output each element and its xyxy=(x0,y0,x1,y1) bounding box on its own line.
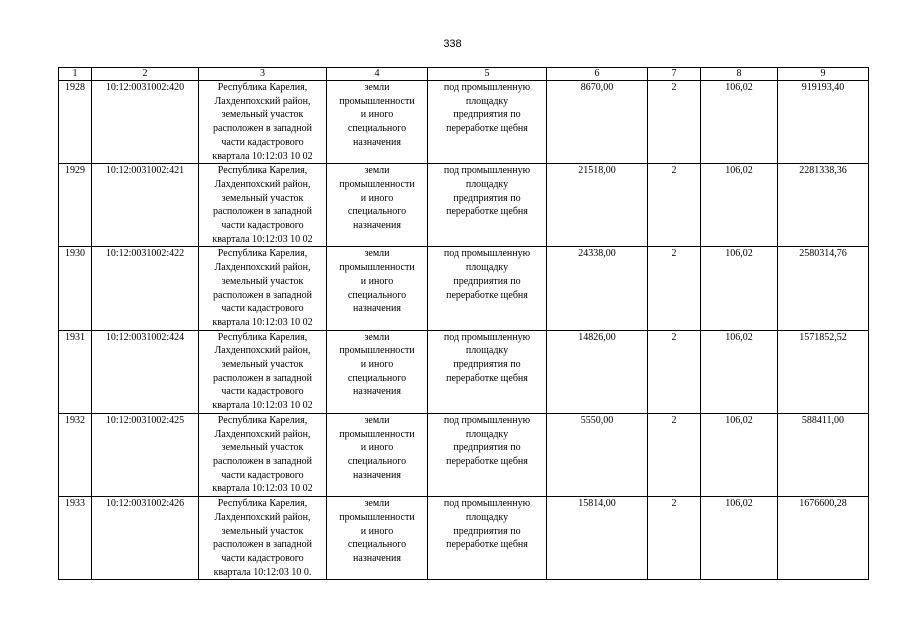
group: 2 xyxy=(648,81,701,164)
cadastral-value: 2580314,76 xyxy=(778,247,869,330)
header-cell: 1 xyxy=(59,68,92,81)
row-number: 1931 xyxy=(59,330,92,413)
row-number: 1933 xyxy=(59,497,92,580)
cadastral-value: 2281338,36 xyxy=(778,164,869,247)
rate: 106,02 xyxy=(701,330,778,413)
table-row xyxy=(59,247,869,330)
table-row xyxy=(59,497,869,580)
cadastral-number: 10:12:0031002:425 xyxy=(92,413,199,496)
land-category: земли промышленности и иного специального назначения xyxy=(327,413,428,496)
permitted-use: под промышленную площадку предприятия по переработке щебня xyxy=(428,413,547,496)
header-cell: 8 xyxy=(701,68,778,81)
cadastral-value: 588411,00 xyxy=(778,413,869,496)
row-number: 1930 xyxy=(59,247,92,330)
group: 2 xyxy=(648,497,701,580)
address: Республика Карелия, Лахденпохский район, земельный участок расположен в западной части кадастрового квартала 10:12:03 10 0. xyxy=(199,497,327,580)
row-number: 1929 xyxy=(59,164,92,247)
header-cell: 6 xyxy=(547,68,648,81)
permitted-use: под промышленную площадку предприятия по переработке щебня xyxy=(428,164,547,247)
header-cell: 4 xyxy=(327,68,428,81)
table-row xyxy=(59,81,869,164)
page-number: 338 xyxy=(443,38,462,50)
header-cell: 2 xyxy=(92,68,199,81)
land-category: земли промышленности и иного специального назначения xyxy=(327,497,428,580)
address: Республика Карелия, Лахденпохский район, земельный участок расположен в западной части кадастрового квартала 10:12:03 10 02 xyxy=(199,81,327,164)
address: Республика Карелия, Лахденпохский район, земельный участок расположен в западной части кадастрового квартала 10:12:03 10 02 xyxy=(199,247,327,330)
land-registry-table xyxy=(58,67,869,580)
header-cell: 7 xyxy=(648,68,701,81)
row-number: 1928 xyxy=(59,81,92,164)
address: Республика Карелия, Лахденпохский район, земельный участок расположен в западной части кадастрового квартала 10:12:03 10 02 xyxy=(199,164,327,247)
row-number: 1932 xyxy=(59,413,92,496)
group: 2 xyxy=(648,247,701,330)
table-row xyxy=(59,330,869,413)
cadastral-number: 10:12:0031002:421 xyxy=(92,164,199,247)
rate: 106,02 xyxy=(701,164,778,247)
land-category: земли промышленности и иного специального назначения xyxy=(327,247,428,330)
rate: 106,02 xyxy=(701,247,778,330)
address: Республика Карелия, Лахденпохский район, земельный участок расположен в западной части кадастрового квартала 10:12:03 10 02 xyxy=(199,413,327,496)
header-cell: 9 xyxy=(778,68,869,81)
cadastral-number: 10:12:0031002:424 xyxy=(92,330,199,413)
permitted-use: под промышленную площадку предприятия по переработке щебня xyxy=(428,330,547,413)
table-row xyxy=(59,413,869,496)
permitted-use: под промышленную площадку предприятия по переработке щебня xyxy=(428,247,547,330)
cadastral-value: 919193,40 xyxy=(778,81,869,164)
cadastral-value: 1676600,28 xyxy=(778,497,869,580)
area: 15814,00 xyxy=(547,497,648,580)
land-category: земли промышленности и иного специального назначения xyxy=(327,164,428,247)
area: 5550,00 xyxy=(547,413,648,496)
cadastral-value: 1571852,52 xyxy=(778,330,869,413)
table-header-row xyxy=(59,68,869,81)
header-cell: 3 xyxy=(199,68,327,81)
area: 8670,00 xyxy=(547,81,648,164)
cadastral-number: 10:12:0031002:422 xyxy=(92,247,199,330)
rate: 106,02 xyxy=(701,413,778,496)
area: 14826,00 xyxy=(547,330,648,413)
permitted-use: под промышленную площадку предприятия по переработке щебня xyxy=(428,81,547,164)
area: 24338,00 xyxy=(547,247,648,330)
address: Республика Карелия, Лахденпохский район, земельный участок расположен в западной части кадастрового квартала 10:12:03 10 02 xyxy=(199,330,327,413)
land-category: земли промышленности и иного специального назначения xyxy=(327,330,428,413)
cadastral-number: 10:12:0031002:420 xyxy=(92,81,199,164)
permitted-use: под промышленную площадку предприятия по переработке щебня xyxy=(428,497,547,580)
header-cell: 5 xyxy=(428,68,547,81)
table-row xyxy=(59,164,869,247)
rate: 106,02 xyxy=(701,497,778,580)
group: 2 xyxy=(648,330,701,413)
rate: 106,02 xyxy=(701,81,778,164)
area: 21518,00 xyxy=(547,164,648,247)
land-category: земли промышленности и иного специального назначения xyxy=(327,81,428,164)
cadastral-number: 10:12:0031002:426 xyxy=(92,497,199,580)
group: 2 xyxy=(648,413,701,496)
group: 2 xyxy=(648,164,701,247)
